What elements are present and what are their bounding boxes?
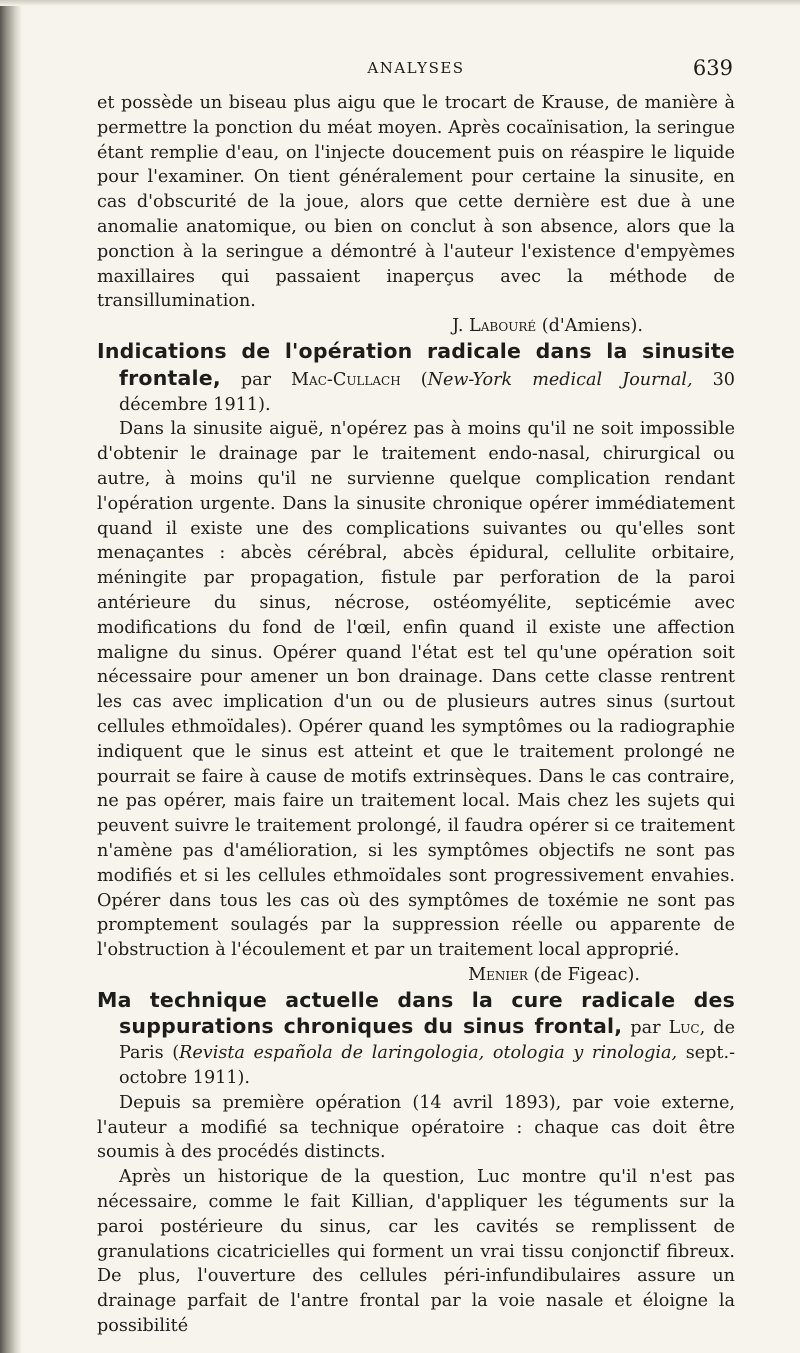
- author-place: , de Paris (: [119, 1018, 735, 1064]
- signature-labouré: [97, 314, 735, 339]
- article-title: Ma technique actuelle dans la cure radicale des suppurations chroniques du sinus frontal,: [97, 987, 735, 1039]
- source-open: (: [400, 369, 428, 390]
- page-body: [97, 91, 735, 1339]
- article-author: Mac-Cullach: [291, 369, 401, 390]
- article-body-paragraph: Depuis sa première opération (14 avril 1893), par voie externe, l'auteur a modifié sa technique opératoire : chaque cas doit être soumis à des procédés distincts.: [97, 1092, 735, 1163]
- article-heading: [97, 339, 735, 417]
- article-body-paragraph: Après un historique de la question, Luc montre qu'il n'est pas nécessaire, comme le fait Killian, d'appliquer les téguments sur la paroi postérieure du sinus, car les cavités se remplissent de granulations cicatricielles qui forment un vrai tissu conjonctif fibreux. De plus, l'ouverture des cellules péri-infundibulaires assure un drainage parfait de l'antre frontal par la voie nasale et éloigne la possibilité: [97, 1167, 735, 1337]
- page-number: 639: [692, 56, 733, 80]
- scan-binding-shadow: [0, 0, 22, 1353]
- signature-place: (d'Amiens).: [536, 316, 643, 337]
- running-head: [97, 56, 735, 84]
- journal-name: New-York medical Journal,: [427, 369, 693, 390]
- running-title: ANALYSES: [367, 59, 465, 77]
- signature-menier: [97, 963, 735, 988]
- byline-par: par: [622, 1018, 669, 1039]
- signature-name: Menier: [468, 964, 528, 985]
- article-title: Indications de l'opération radicale dans la sinusite frontale,: [97, 338, 735, 390]
- article-author: Luc: [668, 1018, 700, 1039]
- article-heading: [97, 988, 735, 1091]
- source-date: 30 décembre 1911).: [119, 369, 735, 415]
- journal-name: Revista española de laringologia, otologia y rinologia,: [179, 1043, 678, 1064]
- article-body: Dans la sinusite aiguë, n'opérez pas à moins qu'il ne soit impossible d'obtenir le drainage par le traitement endo-nasal, chirurgical ou autre, à moins qu'il ne survienne quelque complication rendant l'opération urgente. Dans la sinusite chronique opérer immédiatement quand il existe une des complications suivantes ou qu'elles sont menaçantes : abcès cérébral, abcès épidural, cellulite orbitaire, méningite par propagation, fistule par perforation de la paroi antérieure du sinus, nécrose, ostéomyélite, septicémie avec modifications du fond de l'œil, enfin quand il existe une affection maligne du sinus. Opérer quand l'état est tel qu'une opération soit nécessaire pour amener un bon drainage. Dans cette classe rentrent les cas avec implication d'un ou de plusieurs autres sinus (surtout cellules ethmoïdales). Opérer quand les symptômes ou la radiographie indiquent que le sinus est atteint et que le traitement prolongé ne pourrait se faire à cause de motifs extrinsèques. Dans le cas contraire, ne pas opérer, mais faire un traitement local. Mais chez les sujets qui peuvent suivre le traitement prolongé, il faudra opérer si ce traitement n'amène pas d'amélioration, si les symptômes objectifs ne sont pas modifiés et si les cellules ethmoïdales sont progressivement envahies. Opérer dans tous les cas où des symptômes de toxémie ne sont pas promptement soulagés par la suppression réelle ou apparente de l'obstruction à l'écoulement et par un traitement local approprié.: [97, 419, 735, 961]
- signature-name: J. Labouré: [452, 316, 537, 337]
- source-date: sept.-octobre 1911).: [119, 1043, 736, 1089]
- scan-top-edge: [0, 0, 800, 6]
- byline-par: par: [220, 369, 292, 390]
- signature-place: (de Figeac).: [527, 964, 640, 985]
- carry-over-paragraph: et possède un biseau plus aigu que le trocart de Krause, de manière à permettre la ponction du méat moyen. Après cocaïnisation, la seringue étant remplie d'eau, on l'injecte doucement puis on réaspire le liquide pour l'examiner. On tient généralement pour certaine la sinusite, en cas d'obscurité de la joue, alors que cette dernière est due à une anomalie anatomique, ou bien on conclut à son absence, alors que la ponction à la seringue a démontré à l'auteur l'existence d'empyèmes maxillaires qui passaient inaperçus avec la méthode de transillumination.: [97, 93, 735, 312]
